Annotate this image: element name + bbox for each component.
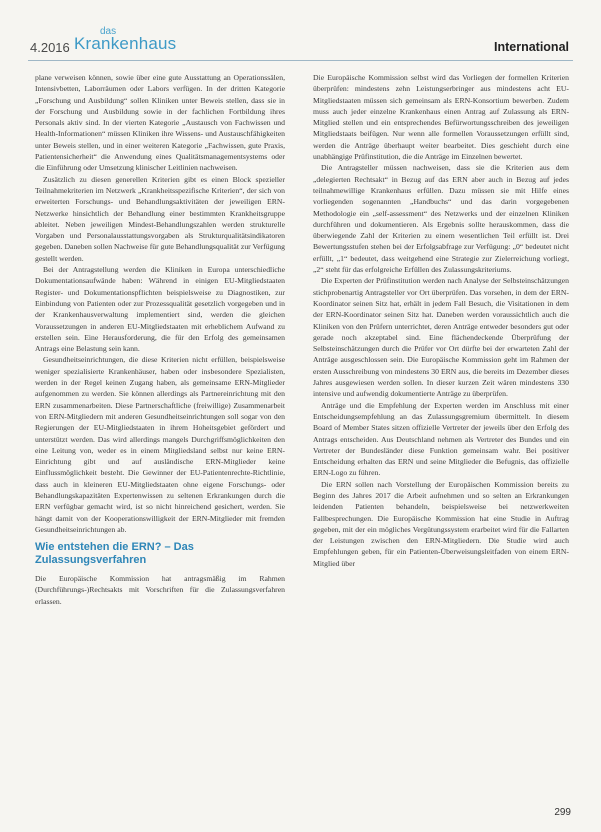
section-label: International <box>493 40 569 54</box>
right-paragraph-5: Die ERN sollen nach Vorstellung der Europäischen Kommission bereits zu Beginn des Jahres 2017 die Arbeit aufnehmen und so selten an Erkrankungen leidenden Patienten behandeln, beispielsweise bei netzwerkweiten Fallbesprechungen. Die Europäische Kommission hat eine Studie in Auftrag gegeben, mit der ein mögliches Vergütungssystem erarbeitet wird für die Fallarten der Leistungen zwischen den ERN-Mitgliedern. Die Studie wird auch Empfehlungen geben, für ein Patienten-Überweisungsleitfaden von einem ERN-Mitglied über <box>313 479 569 568</box>
right-paragraph-2: Die Antragsteller müssen nachweisen, dass sie die Kriterien aus dem „delegierten Rechtsakt“ in Bezug auf das ERN aber auch in Bezug auf jedes teilnahmewillige Krankenhaus erfüllen. Dazu müssen sie mit Hilfe eines vorliegenden sogenannten „Handbuchs“ und das darin vorgegebenen Methodologie ein „self-assessment“ des Netzwerks und der einzelnen Kliniken durchführen und dokumentieren. Als Ergebnis sollte herauskommen, dass die überwiegende Zahl der Kriterien zu einem wesentlichen Teil erfüllt ist. Drei Bewertungsstufen stehen bei der Erfolgsabfrage zur Verfügung: „0“ bedeutet nicht erfüllt, „1“ bedeutet, dass weitgehend eine Strategie zur Zielerreichung vorliegt, „2“ steht für das erfolgreiche Erfüllen des Zulassungskriteriums. <box>313 163 569 275</box>
page-number: 299 <box>554 807 571 818</box>
left-column <box>35 72 285 792</box>
right-paragraph-4: Anträge und die Empfehlung der Experten werden im Anschluss mit einer Entscheidungsempfehlung an das Zulassungsgremium übermittelt. In diesem Board of Member States sitzen offizielle Vertreter der jeweils über den Erfolg des Antrags entscheiden. Aus Deutschland nehmen als Vertreter des Bundes und ein Vertreter der Bundesländer diese Funktion gemeinsam wahr. Bei positiver Entscheidung erhalten das ERN und seine Mitglieder die Befugnis, das offizielle ERN-Logo zu führen. <box>313 400 569 478</box>
left-paragraph-5: Die Europäische Kommission hat antragsmäßig im Rahmen (Durchführungs-)Rechtsakts mit Vorschriften für die Zulassungsverfahren erlassen. <box>35 574 285 606</box>
magazine-logo <box>74 26 194 54</box>
section-subheading: Wie entstehen die ERN? – Das Zulassungsverfahren <box>35 541 194 567</box>
header-divider <box>28 60 573 61</box>
left-paragraph-3: Bei der Antragstellung werden die Kliniken in Europa unterschiedliche Dokumentationsaufwände haben: Während in einigen EU-Mitgliedstaaten Register- und Dokumentationspflichten beispielsweise zu Diagnostiken, zur Einbindung von Patienten oder zur Prozessqualität gesetzlich vorgegeben und in der Krankenhausverwaltung implementiert sind, werden die gleichen Voraussetzungen in anderen EU-Mitgliedstaaten mit erheblichem Aufwand zu erstellen sein. Eine Herausforderung, die für den Erfolg des gemeinsamen Antrags eine Belastung sein kann. <box>35 265 285 354</box>
left-paragraph-2: Zusätzlich zu diesen generellen Kriterien gibt es einen Block spezieller Teilnahmekriterien im Netzwerk „Krankheitsspezifische Kriterien“, der sich von erweiterten Forschungs- und Behandlungsaktivitäten der jeweiligen ERN-Netzwerke hinsichtlich der Behandlung einer bestimmten Krankheitsgruppe ableitet. Neben jeweiligen Mindest-Behandlungszahlen werden strukturelle Vorgaben und Personalausstattungsvorgaben als Strukturqualitätsindikatoren gegeben. Daneben sollen Nachweise für gute Behandlungsqualität zur Verfügung gestellt werden. <box>35 174 285 263</box>
logo-prefix: das <box>100 26 117 37</box>
right-column <box>313 72 569 822</box>
right-paragraph-1: Die Europäische Kommission selbst wird das Vorliegen der formellen Kriterien überprüfen: mindestens zehn Leistungserbringer aus mindestens acht EU-Mitgliedstaaten müssen sich gemeinsam als ERN-Konsortium bewerben. Zudem muss auch jeder einzelne Krankenhaus einen Antrag auf Zulassung als ERN-Mitglied stellen und ein entsprechendes Befürwortungsschreiben des jeweiligen Mitgliedstaats beifügen. Nur wenn alle formellen Voraussetzungen erfüllt sind, werden die Anträge überhaupt weiter bearbeitet. Dies geschieht durch eine unabhängige Prüfinstitution, die die Anträge im Einzelnen bewertet. <box>313 73 569 162</box>
right-paragraph-3: Die Experten der Prüfinstitution werden nach Analyse der Selbsteinschätzungen stichprobenartig Antragsteller vor Ort überprüfen. Das vorsehen, in dem der ERN-Koordinator seinen Sitz hat, erhält in jedem Fall Besuch, die Visitationen in dem der ERN-Koordinator seinen Sitz hat. Daneben werden voraussichtlich auch die Kliniken von den Prüfern unterrichtet, deren Anträge entweder besonders gut oder gerade noch akzeptabel sind. Eine flächendeckende Überprüfung der Selbsteinschätzungen durch die Prüfer vor Ort dürfte bei der erwarteten Zahl der Anträge ausgeschlossen sein. Die Europäische Kommission geht im Rahmen der ersten Ausschreibung von mindestens 30 ERN aus, die bereits im Dezember dieses Jahres ausgewiesen werden sollen. In dieser kurzen Zeit wären mindestens 330 intensive und aufwendig dokumentierte Anträge zu überprüfen. <box>313 276 569 399</box>
logo-title: Krankenhaus <box>74 34 177 53</box>
issue-number: 4.2016 <box>30 40 70 55</box>
left-paragraph-1: plane verweisen können, sowie über eine gute Ausstattung an Operationssälen, Intensivbetten, Laborräumen oder Labors verfügen. In der dritten Kategorie „Forschung und Ausbildung“ sollen Kliniken unter Beweis stellen, dass sie in der Forschung und Ausbildung sowie in der fachlichen Fortbildung ihres Personals aktiv sind. In der vierten Kategorie „Austausch von Fachwissen und Health-Informationen“ müssen Kliniken ihre Wissens- und Austauschfähigkeiten unter Beweis stellen, und in einer weiteren Kategorie „Fachwissen, gute Praxis, Patientensicherheit“ die Anwendung eines Qualitätsmanagementsystems oder die Einführung oder Umsetzung klinischer Leitlinien nachweisen. <box>35 73 285 173</box>
left-paragraph-4: Gesundheitseinrichtungen, die diese Kriterien nicht erfüllen, beispielsweise weniger spezialisierte Krankenhäuser, haben oder insbesondere Spezialisten, werden in der Regel keinen Zugang haben, als gemeinsame ERN-Mitglieder aufgenommen zu werden. Sie können allerdings als Partnereinrichtung mit den ERN zusammenarbeiten. Diese Partnerschaftliche (freiwillige) Zusammenarbeit von ERN-Mitgliedern mit anderen Gesundheitseinrichtungen soll sogar von den Regierungen der EU-Mitgliedstaaten in ihrem Hoheitsgebiet gefördert und unterstützt werden. Das wird allerdings mangels Durchgriffsmöglichkeiten den eine Leitung von, weder es in einem Mitgliedsland selbst nur keine ERN-Einrichtung gibt und auf ausländische ERN-Mitglieder keine Einflussmöglichkeit besteht. Die Gewinner der EU-Patientenrechte-Richtlinie, dass auch in kleineren EU-Mitgliedstaaten ohne eigene Forschungs- oder Behandlungskapazitäten Expertenwissen zu seltenen Erkrankungen durch die ERN verfügbar gemacht wird, ist so nicht hinreichend gesichert, werden. Sie hängt damit von der Kooperationswilligkeit der ERN-Mitglieder mit fremden Gesundheitseinrichtungen ab. <box>35 355 285 534</box>
